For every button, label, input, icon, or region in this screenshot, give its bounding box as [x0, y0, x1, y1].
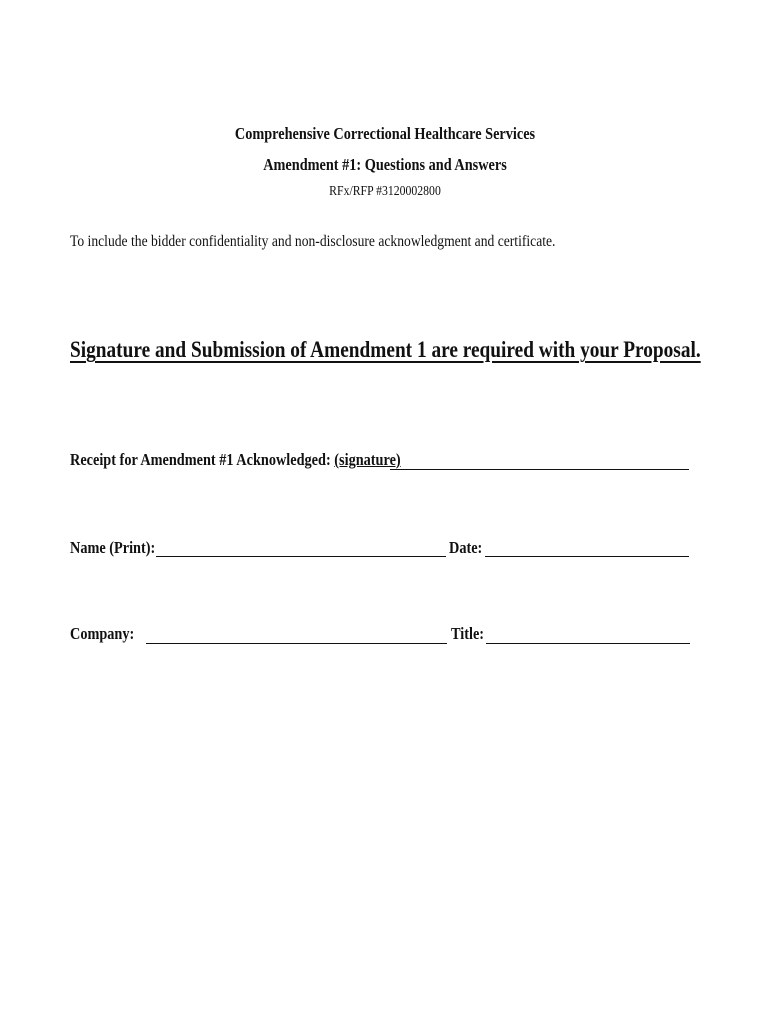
document-subtitle: Amendment #1: Questions and Answers — [263, 155, 507, 174]
name-print-label: Name (Print): — [70, 538, 156, 557]
signature-line[interactable] — [390, 469, 689, 470]
date-line[interactable] — [485, 556, 689, 557]
title-label: Title: — [451, 624, 485, 643]
rfp-number: RFx/RFP #3120002800 — [329, 184, 441, 199]
company-line[interactable] — [146, 643, 447, 644]
document-title: Comprehensive Correctional Healthcare Services — [234, 124, 536, 143]
receipt-acknowledgement-label — [70, 450, 401, 470]
company-label: Company: — [70, 624, 135, 643]
title-line[interactable] — [486, 643, 690, 644]
receipt-label-text: Receipt for Amendment #1 Acknowledged: — [70, 450, 331, 469]
name-print-line[interactable] — [156, 556, 446, 557]
signature-note: (signature) — [334, 450, 401, 469]
date-label: Date: — [449, 538, 483, 557]
amendment-statement: To include the bidder confidentiality and non-disclosure acknowledgment and certificate. — [70, 233, 556, 250]
submission-requirement: Signature and Submission of Amendment 1 are required with your Proposal. — [70, 337, 701, 362]
